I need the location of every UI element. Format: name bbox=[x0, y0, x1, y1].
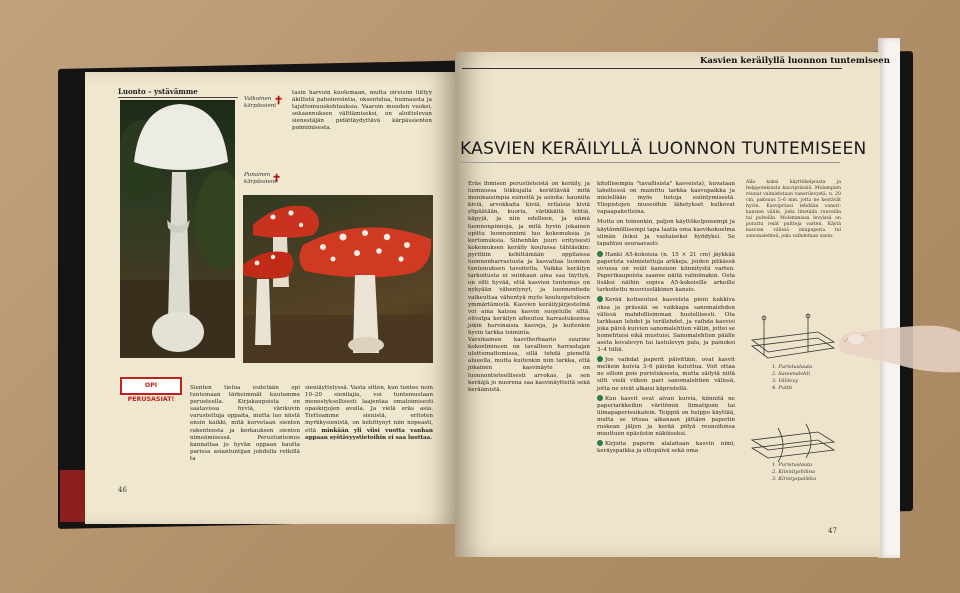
title-rule bbox=[460, 162, 840, 163]
left-col1-text: Sienten tietoa esitetään opi tuntemaan tärkeimmät kuutamme perusteella. Kirjakaupoista on saatavissa hyviä, värikuvin varustettuja oppaita, mutta luo niistä ensin kaikki, mitä korvetaan sienten rakenteesta ja kerkauksen sienten nimeämisessä. Perustuntemus kannattaa jo hyvän oppaan kautta parissa asiantuntijan johdolla retkillä ta bbox=[190, 385, 300, 462]
poison-cross-icon: ✝ bbox=[272, 172, 282, 185]
left-top-text: tasin harvoin kuolemaan, mutta oireisiin liittyy äkillistä pahoinvointia, oksentelua, huimausta ja tajuttomuuskohtauksia. Vaaroin muuden vuoksi, sekaannuksen välttämiseksi, on aloittelevan sienestäjän pidättäydyttävä kärpässienten poimimisesta. bbox=[292, 90, 432, 132]
step-item: Jos vaihdat paperit päivittäin, ovat kasvit melkein kuivia 3–6 päivän kuluttua. Voit ottaa ne silloin pois puristuksesta, mutta säilytä niitä silti vielä viikon pari sanomalehtien välissä, jotta ne eivät alkaisi käpristellä. bbox=[597, 357, 735, 392]
left-col2-bold: minkään yli viisi vuotta vanhan oppaan syötävyystietoihin ei saa luottaa. bbox=[305, 427, 433, 441]
page-number-right: 47 bbox=[828, 527, 837, 535]
green-bullet-icon bbox=[597, 296, 603, 302]
side-column-text: Alla kaksi käyttökelpoista ja helppotekoista kasviprässiä. Molempien reunat valmistetaan vanerilevystä, n. 20 cm, paksuus 5–6 mm, jotta ne kestävät hyvin. Kasviprässi tehdään vaneri-kansien väliin, joita liitetään ruuveilla tai pulteilla. Molemmissa levyissä on porattu reiät pultteja varten. Käytä kasvien välissä imupaperia tai sanomalehteä, joka vaihdetaan usein. bbox=[746, 180, 841, 239]
step-item: Kirjoita paperin alalaitaan kasvin nimi, keräyspaikka ja ottopäivä sekä oma bbox=[597, 441, 735, 455]
right-col1-text bbox=[468, 181, 590, 394]
right-col2-intro-b: Mutta on toinenkin, paljon käyttökelpoisempi ja käytännöllisempi tapa laatia oma kasvikokoelma silmän iloksi ja vastaiseksi hyödyksi. Se tapahtuu seuraavasti: bbox=[597, 219, 735, 247]
green-bullet-icon bbox=[597, 251, 603, 257]
press-diagram-2 bbox=[748, 420, 838, 468]
page-stack-edge bbox=[878, 38, 900, 558]
right-col1-body: Eräs ihmisen perustieteistä on keräily, ja luonnossa liikkujalla kerättävää mitä moninaisimpia esineitä ja asioita: kauniita kiviä, arvokkaita kiviä, erilaisia kiviä ylipäätään, kuoria, värikkäitä lehtiä, käpyjä, ja niin edelleen, ja nämä luonnonpinnoja, ja mitä hyvin jokainen opittu luonnonnimi luo kokemuksia ja kertomuksia. Siihenhän juuri erityisesti kokemuksen keräily koulussa tähtäsikin: pyrittiin kehittämään oppilaissa luonnonharrastusta ja kasvattaa luonnon tuntemuksen tavoitetta. Vaikka keräilyn tarkoitusta ei suinkaan aina saa täyttyä, on silti hyvää, että kasvien tuntemus on nykyään vähentynyt, ja luonnontiede vaikeuttaa vähentyä myös kouluopetuksen ymmärtämistä. Kasvien keräilyjärjestelmä voi aina katsoa kasvin suojelulle siltä, olivatpa keräilyn aiheutuu harrastuksensa jokin harvinaisia kasveja, ja kuitenkin hyvin tarkka toiminta. bbox=[468, 181, 590, 336]
right-col1-body-b: Varsinainen kasviherbaario suurine kokoelmineen on tavallisen harrastajan ulottumattomissa, sillä tehdä pieneltä alueella, mutta kuitenkin niin tarkka, että jokainen kasvinäyte on luonnontieteellisesti arvokas, ja sen kerääjä jo nuorena saa kasvinäytteitä sekä keräämistä. bbox=[468, 337, 590, 393]
step-item: Kerää kotiseutusi kasveista pieni kukkiva oksa ja prässää se vaikkapa sanomalehden välissä mahdollisimman huolellisesti. Ota tarkkaan lehdet ja terälehdet, ja vaihda kasvisi joka päivä kuivien sanomalehtien väliin, jottei se homehtuisi eikä mustuisi. Sanomalehtien päälle aseta kovalevyn tai lastulevyn pala, ja painoksi 3–4 tiiliä. bbox=[597, 297, 735, 354]
learn-basics-badge: OPI PERUSASIAT! bbox=[120, 377, 182, 395]
red-mushroom-photo bbox=[243, 195, 433, 363]
page-number-left: 46 bbox=[118, 486, 127, 494]
right-col2-text bbox=[597, 181, 735, 455]
diagram-legend-2: 1. Puristuslauta 2. Kiinnityshihna 3. Kiristyspalikka bbox=[772, 462, 817, 482]
caption-red-amanita: Punainen kärpässieni bbox=[244, 172, 277, 185]
green-bullet-icon bbox=[597, 395, 603, 401]
right-header-rule bbox=[462, 68, 842, 69]
green-bullet-icon bbox=[597, 356, 603, 362]
green-bullet-icon bbox=[597, 440, 603, 446]
step-item: Kun kasvit ovat aivan kuivia, kiinnitä ne paperiarkkeihin väritömin liimatipoin tai liimapaperisuikalein. Teippiä on helppo käyttää, mutta se irtoaa aikanaan jättäen paperiin ruskean jäljen ja kerää pölyä reunoihinsa muuttuen epäsiistin näköiseksi. bbox=[597, 395, 735, 438]
poison-cross-icon: ✝ bbox=[274, 94, 284, 107]
white-mushroom-illustration bbox=[120, 100, 235, 358]
gloved-hand bbox=[836, 312, 960, 374]
right-col2-intro: kitollisempia "tavallisista" kasveista), kuvataan laheltessä on mainittu tarkka kasvupaikka ja mielellään myös tietoja esiintymisestä. Yliopistojen museoihin lähetykset kulkevat vapaapaketteina. bbox=[597, 181, 735, 216]
white-mushroom-photo bbox=[120, 100, 235, 358]
left-col2-body: sieniäyttelyssä. Vasta sitten, kun tuntee noin 10–20 sienilajia, voi tuntemustaan menestyksellisesti laajentaa omatoimisesti opaskirjojen avulla. Ja vielä eräs asia. Tiettoamme sienistä, eritoten myrkkysienistä, on kehittynyt niin nopeasti, että bbox=[305, 385, 433, 434]
red-mushrooms-illustration bbox=[243, 195, 433, 363]
left-col2-text bbox=[305, 385, 433, 442]
diagram-legend-1: 1. Puristuslauta 2. Sanomalehti 3. Välilevy 4. Pultti bbox=[772, 364, 813, 391]
press-diagram-1 bbox=[748, 312, 838, 368]
left-page-header: Luonto – ystävämme bbox=[118, 87, 198, 96]
caption-white-amanita: Valkoinen kärpässieni bbox=[244, 96, 277, 109]
left-header-rule bbox=[118, 97, 238, 98]
step-item: Hanki A5-kokoisia (n. 15 × 21 cm) jäykkää paperista valmistettuja arkkeja, joiden pitkässä sivussa on reiät kansioon kiinnitystä varten. Paperikaupoista saanee näitä valmiinakin. Osta lisäksi näihin sopiva A5-kokoisille arkeille tarkoitettu muoviseläkinen kansio. bbox=[597, 251, 735, 294]
right-page-header: Kasvien keräilyllä luonnon tuntemiseen bbox=[700, 56, 890, 66]
article-title: KASVIEN KERÄILYLLÄ LUONNON TUNTEMISEEN bbox=[460, 139, 867, 159]
